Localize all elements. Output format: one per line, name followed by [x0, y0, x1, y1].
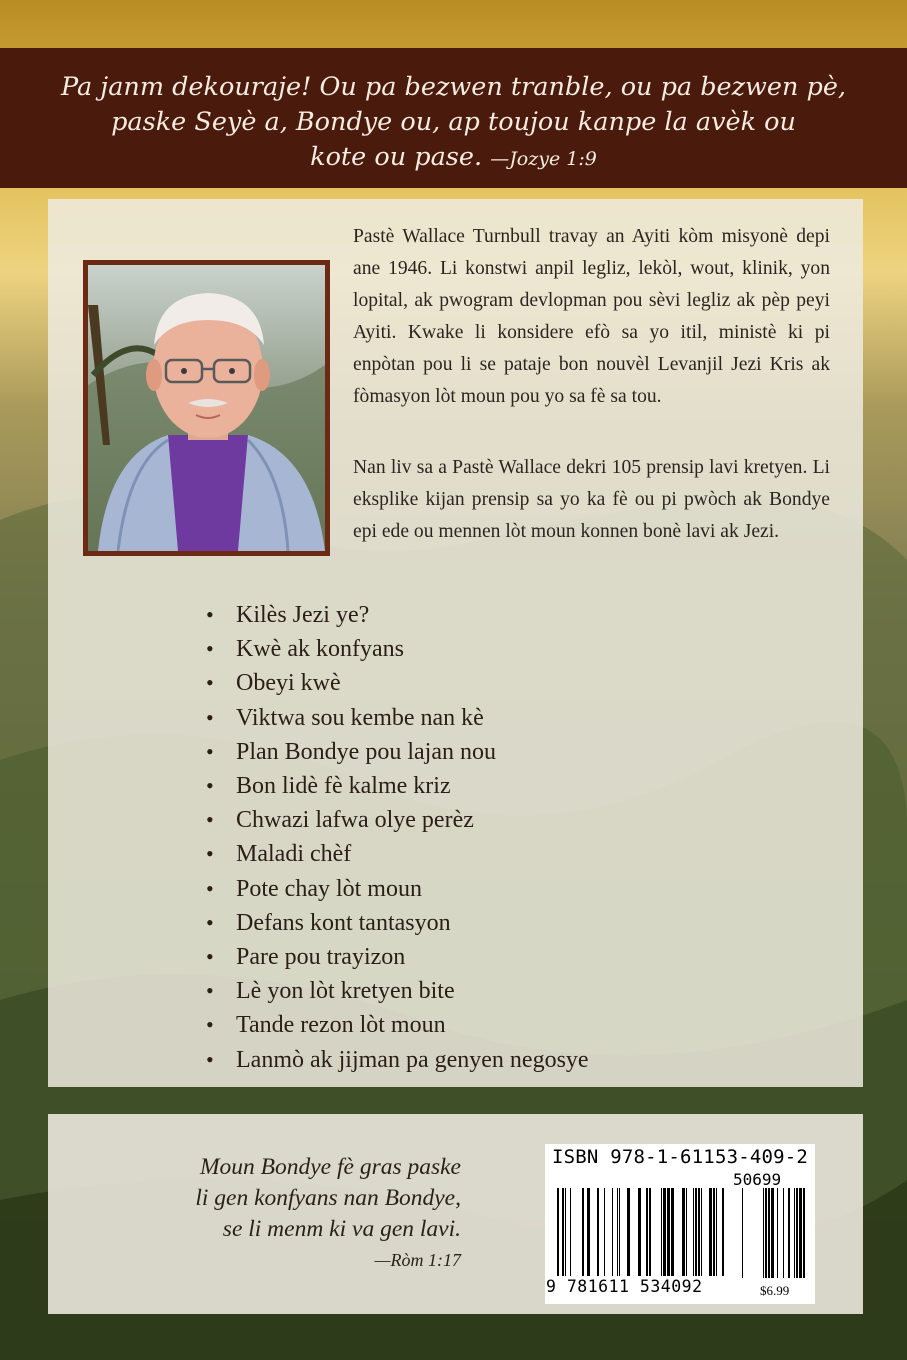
barcode-addon-bar [771, 1188, 774, 1278]
bullet-icon: • [206, 738, 214, 764]
topic-text: Pare pou trayizon [236, 944, 406, 971]
list-item [206, 735, 806, 769]
barcode-bar [619, 1188, 620, 1276]
top-quote-banner [0, 48, 907, 188]
verse-line-3: se li menm ki va gen lavi. [222, 1216, 461, 1242]
topic-text: Lanmò ak jijman pa genyen negosye [236, 1046, 589, 1073]
price-label: $6.99 [760, 1283, 790, 1298]
barcode-addon-bar [768, 1188, 770, 1278]
banner-line-3-text: kote ou pase. [310, 142, 483, 172]
barcode-addon-bar [777, 1188, 778, 1278]
barcode-bar [638, 1188, 641, 1276]
bullet-icon: • [206, 1012, 214, 1038]
barcode-addon-bar [788, 1188, 790, 1278]
barcode-addon-bar [763, 1188, 764, 1278]
barcode-bar [562, 1188, 564, 1276]
barcode-bar [663, 1188, 666, 1276]
bullet-icon: • [206, 704, 214, 730]
list-item [206, 1043, 806, 1077]
bullet-icon: • [206, 875, 214, 901]
topic-text: Bon lidè fè kalme kriz [236, 773, 451, 800]
list-item [206, 666, 806, 700]
topic-text: Obeyi kwè [236, 670, 341, 697]
banner-citation: —Jozye 1:9 [490, 148, 597, 170]
topic-text: Maladi chèf [236, 841, 352, 868]
barcode-bar [649, 1188, 651, 1276]
barcode-addon-bar [742, 1188, 743, 1278]
barcode-bar [716, 1188, 717, 1276]
barcode-bar [627, 1188, 630, 1276]
banner-line-3 [0, 140, 907, 177]
topic-text: Viktwa sou kembe nan kè [236, 704, 484, 731]
list-item [206, 632, 806, 666]
barcode-bar [604, 1188, 605, 1276]
barcode-bar [667, 1188, 670, 1276]
verse-line-2: li gen konfyans nan Bondye, [195, 1185, 461, 1211]
banner-line-2: paske Seyè a, Bondye ou, ap toujou kanpe la avèk ou [111, 107, 796, 137]
banner-line-1: Pa janm dekouraje! Ou pa bezwen tranble, ou pa bezwen pè, [60, 72, 847, 102]
list-item [206, 837, 806, 871]
verse-reference: —Ròm 1:17 [374, 1250, 461, 1270]
topic-text: Kwè ak konfyans [236, 636, 404, 663]
barcode-bar [587, 1188, 590, 1276]
barcode-bar [612, 1188, 613, 1276]
bullet-icon: • [206, 602, 214, 627]
barcode-addon-bar [765, 1188, 767, 1278]
barcode-bar [682, 1188, 685, 1276]
topic-text: Chwazi lafwa olye perèz [236, 807, 474, 834]
barcode-bar [597, 1188, 599, 1276]
barcode-addon-bar [803, 1188, 805, 1278]
bullet-icon: • [206, 909, 214, 935]
about-paragraph-1-text: Pastè Wallace Turnbull travay an Ayiti kòm misyonè depi ane 1946. Li konstwi anpil legliz, lekòl, wout, klinik, yon lopital, ak pwogram devlopman pou sèvi legliz ak pèp peyi Ayiti. Kwake li konsidere efò sa yo itil, ministè ki pi enpòtan pou li se pataje bon nouvèl Levanjil Jezi Kris ak fòmasyon lòt moun pou yo sa fè sa tou. [353, 226, 830, 407]
bullet-icon: • [206, 807, 214, 833]
barcode-bar [709, 1188, 712, 1276]
barcode-bar [570, 1188, 571, 1276]
bullet-icon: • [206, 978, 214, 1004]
list-item [206, 769, 806, 803]
barcode-bar [686, 1188, 687, 1276]
topic-text: Plan Bondye pou lajan nou [236, 738, 496, 765]
barcode-bar [701, 1188, 702, 1276]
topic-text: Lè yon lòt kretyen bite [236, 978, 455, 1005]
barcode-bar [722, 1188, 724, 1276]
ean-number: 9 781611 534092 [546, 1277, 703, 1296]
author-photo [83, 260, 330, 556]
barcode-bar [698, 1188, 700, 1276]
isbn-label: ISBN 978-1-61153-409-2 [552, 1146, 809, 1168]
list-item [206, 803, 806, 837]
topic-text: Defans kont tantasyon [236, 909, 451, 936]
barcode-bar [661, 1188, 662, 1276]
topic-text: Pote chay lòt moun [236, 875, 422, 902]
bottom-verse [95, 1152, 461, 1275]
topic-text: Tande rezon lòt moun [236, 1012, 446, 1039]
author-portrait-image [88, 265, 325, 551]
barcode-addon-bar [794, 1188, 795, 1278]
barcode-bar [713, 1188, 715, 1276]
barcode-bar [695, 1188, 697, 1276]
list-item [206, 906, 806, 940]
list-item [206, 598, 806, 632]
list-item [206, 872, 806, 906]
barcode-bar [693, 1188, 694, 1276]
bullet-icon: • [206, 670, 214, 696]
list-item [206, 940, 806, 974]
bullet-icon: • [206, 841, 214, 867]
list-item [206, 1008, 806, 1042]
bullet-icon: • [206, 1046, 214, 1072]
barcode-bar [582, 1188, 584, 1276]
about-paragraph-2: Nan liv sa a Pastè Wallace dekri 105 prensip lavi kretyen. Li eksplike kijan prensip sa yo ka fè ou pi pwòch ak Bondye epi ede ou mennen lòt moun konnen bonè lavi ak Jezi. [353, 457, 830, 542]
barcode-bar [617, 1188, 618, 1276]
topics-list [206, 598, 806, 1077]
barcode-addon-bar [783, 1188, 784, 1278]
topic-text: Kilès Jezi ye? [236, 602, 370, 628]
barcode-bar [565, 1188, 566, 1276]
bullet-icon: • [206, 636, 214, 662]
barcode-addon-bar [799, 1188, 802, 1278]
bullet-icon: • [206, 944, 214, 970]
barcode-bar [646, 1188, 648, 1276]
barcode-bar [671, 1188, 674, 1276]
verse-line-1: Moun Bondye fè gras paske [199, 1154, 461, 1180]
list-item [206, 974, 806, 1008]
barcode-addon-bar [796, 1188, 798, 1278]
list-item [206, 701, 806, 735]
price-addon-code: 50699 [733, 1170, 782, 1189]
barcode-bar [557, 1188, 559, 1276]
bullet-icon: • [206, 773, 214, 799]
